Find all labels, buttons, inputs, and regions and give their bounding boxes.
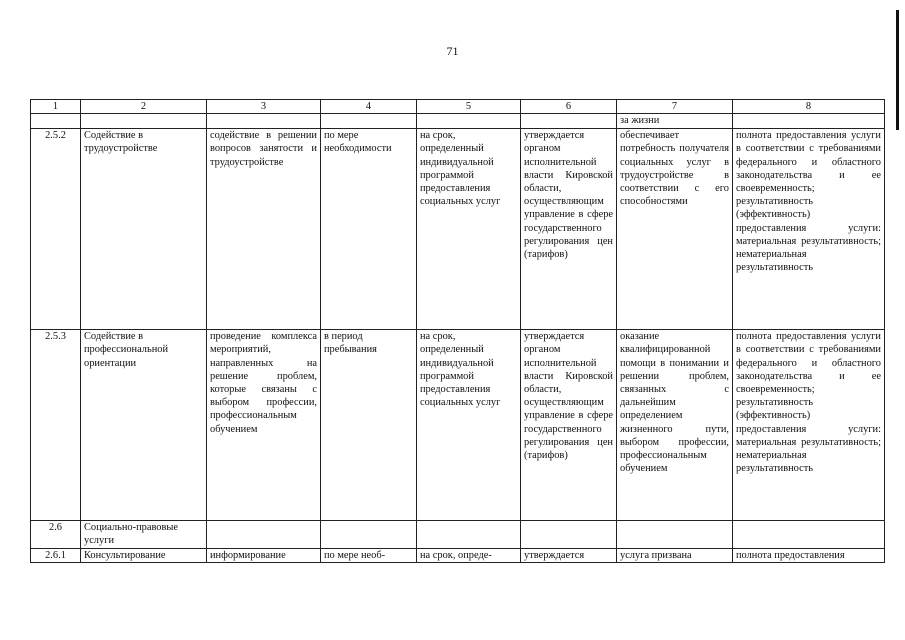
header-cell: 8 [733,100,885,114]
service-indicators: полнота предоставления услуги в соответствии с требованиями федерального и областного законодательства и ее своевременность; результативность (эффективность) предоставления услуги: материальная результативность; нематериальная результативность [733,129,885,330]
service-conditions: услуга призвана [617,548,733,562]
service-indicators: полнота предоставления услуги в соответствии с требованиями федерального и областного законодательства и ее своевременность; результативность (эффективность) предоставления услуги: материальная результативность; нематериальная результативность [733,330,885,521]
service-norm: на срок, определенный индивидуальной программой предоставления социальных услуг [417,129,521,330]
table-cell [207,114,321,129]
header-cell: 7 [617,100,733,114]
scan-edge-line [896,10,899,130]
service-conditions: обеспечивает потребность получателя социальных услуг в трудоустройстве в соответствии с его способностями [617,129,733,330]
service-tariff: утверждается [521,548,617,562]
row-number: 2.5.2 [31,129,81,330]
service-content: проведение комплекса мероприятий, направленных на решение проблем, которые связаны с выбором профессии, профессиональным обучением [207,330,321,521]
table-cell [81,114,207,129]
service-conditions: оказание квалифицированной помощи в понимании и решении проблем, связанных с дальнейшим определением жизненного пути, выбором профессии, профессиональным обучением [617,330,733,521]
service-name: Консультирование [81,548,207,562]
service-indicators: полнота предоставления [733,548,885,562]
table-cell [321,521,417,548]
table-row [31,330,885,521]
service-timing: по мере необ- [321,548,417,562]
header-cell: 6 [521,100,617,114]
service-content: информирование [207,548,321,562]
table-row [31,548,885,562]
table-cell [207,521,321,548]
service-norm: на срок, определенный индивидуальной программой предоставления социальных услуг [417,330,521,521]
section-row [31,521,885,548]
header-cell: 3 [207,100,321,114]
table-cell [417,521,521,548]
service-name: Содействие в трудоустройстве [81,129,207,330]
table-cell [31,114,81,129]
row-number: 2.6 [31,521,81,548]
table-header-row [31,100,885,114]
section-title: Социально-правовые услуги [81,521,207,548]
table-cell [521,114,617,129]
row-number: 2.6.1 [31,548,81,562]
service-tariff: утверждается органом исполнительной власти Кировской области, осуществляющим управление в сфере государственного регулирования цен (тарифов) [521,129,617,330]
row-number: 2.5.3 [31,330,81,521]
table-cell [521,521,617,548]
service-timing: в период пребывания [321,330,417,521]
table-cell [733,114,885,129]
table-cell [617,521,733,548]
table-cell [417,114,521,129]
header-cell: 1 [31,100,81,114]
page-number: 71 [446,44,459,58]
services-table [30,99,885,563]
continuation-row [31,114,885,129]
table-cell: за жизни [617,114,733,129]
table-row [31,129,885,330]
service-tariff: утверждается органом исполнительной власти Кировской области, осуществляющим управление в сфере государственного регулирования цен (тарифов) [521,330,617,521]
service-name: Содействие в профессиональной ориентации [81,330,207,521]
service-norm: на срок, опреде- [417,548,521,562]
service-content: содействие в решении вопросов занятости и трудоустройстве [207,129,321,330]
service-timing: по мере необходимости [321,129,417,330]
header-cell: 5 [417,100,521,114]
table-cell [321,114,417,129]
header-cell: 4 [321,100,417,114]
table-cell [733,521,885,548]
header-cell: 2 [81,100,207,114]
